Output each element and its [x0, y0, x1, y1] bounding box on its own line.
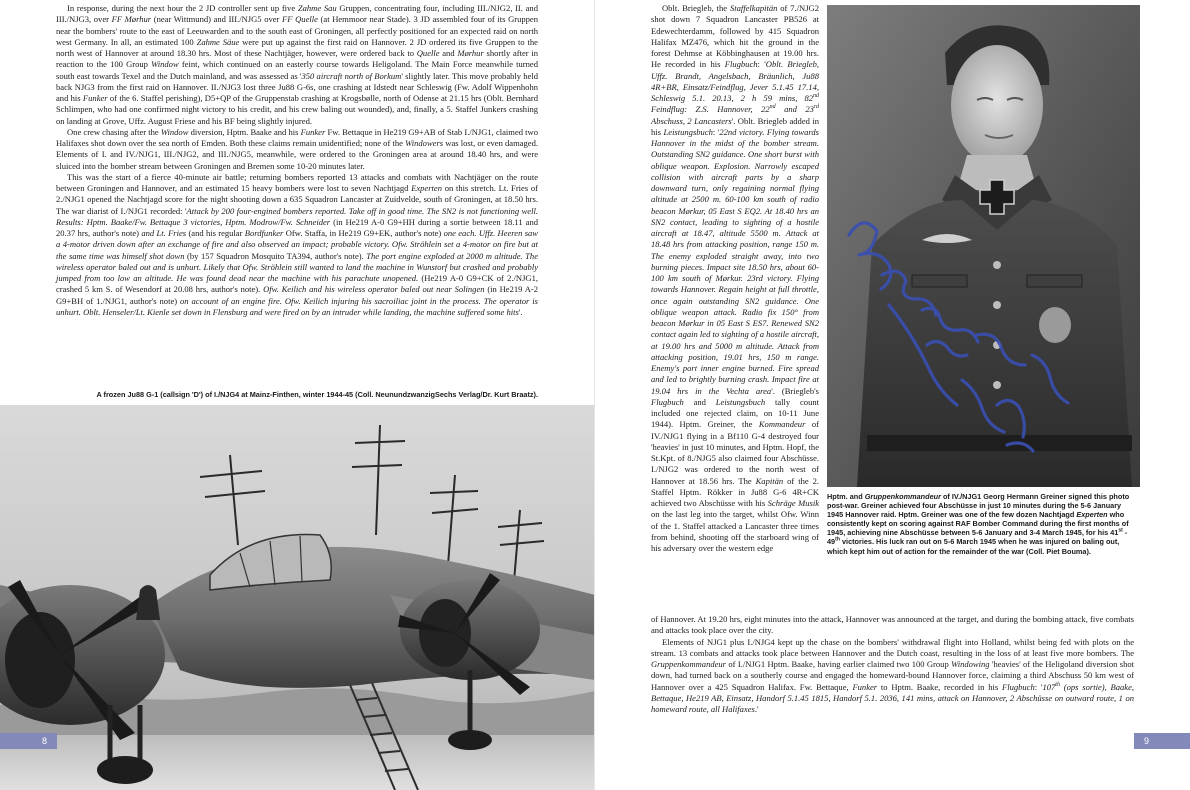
body-paragraph: This was the start of a fierce 40-minute air battle; returning bombers reported 13 attacks and combats with Nachtjäger on the route between Groningen and Hannover, and an estimated 15 heavy bombers were lost to seven Nachtjagd Experten on this stretch. Lt. Fries of 2./NJG1 opened the Nachtjagd score for the night shooting down a 635 Squadron Lancaster at Zuidvelde, south of Groningen, at 18.50 hrs. The war diarist of I./NJG1 recorded: 'Attack by 200 four-engined bombers reported. Take off in good time. The SN2 is not functioning well. Results: Hptm. Baake/Fw. Bettaque 3 victories, Hptm. Modrow/Fw. Schneider (in He219 A-0 G9+HH during a sortie between 18.11 and 20.37 hrs, author's note) and Lt. Fries (and his regular Bordfunker Ofw. Staffa, in He219 G9+EK, author's note) one each. Uffz. Heeren saw a 4-motor driven down after an exchange of fire and also observed an impact; probable victory. Ofw. Ströhlein set a 4-motor on fire but at the same time was himself shot down (by 157 Squadron Mosquito TA394, author's note). The port engine exploded at 2000 m altitude. The wireless operator baled out and is unhurt. Likely that Ofw. Ströhlein still wanted to land the machine in Wunstorf but crashed and probably jumped from too low an altitude. He was found dead near the machine with his parachute unopened. (He219 A-0 G9+CK of 2./NJG1, crashed 5 km S. of Wesendorf at 20.08 hrs, author's note). Ofw. Keilich and his wireless operator baled out near Solingen (in He219 A-2 G9+BH of 1./NJG1, author's note) on account of an engine fire. Ofw. Keilich injuring his sacroiliac joint in the process. The operator is unhurt. Oblt. Henseler/Lt. Kienle set down in Flensburg and were fired on by an intruder while landing, the machine suffered some hits'. [56, 171, 539, 317]
body-paragraph: of Hannover. At 19.20 hrs, eight minutes into the attack, Hannover was announced at the target, and during the bombing attack, five combats and attacks took place over the city. [651, 614, 1134, 636]
greiner-portrait-photo [827, 5, 1140, 487]
left-article-text [56, 3, 538, 318]
body-paragraph: Oblt. Briegleb, the Staffelkapitän of 7./NJG2 shot down 7 Squadron Lancaster PB526 at Edewechterdamm, followed by 415 Squadron Halifax MZ476, which hit the ground in the forest Dehmse at Köbbinghausen at 19.00 hrs. He recorded in his Flugbuch: 'Oblt. Briegleb, Uffz. Brandt, Angelsbach, Bräunlich, Ju88 4R+BR, Einsatz/Feindflug, Jever 5.1.45 17.14, Schleswig 5.1. 20.13, 2 h 59 mins, 82nd Feindflug: Z.S. Hannover, 22nd and 23rd Abschuss, 2 Lancasters'. Oblt. Briegleb added in his Leistungsbuch: '22nd victory. Flying towards Hannover in the midst of the bomber stream. Outstanding SN2 guidance. One short burst with oblique weapon. Explosion. Narrowly escaped collision with aircraft parts by a sharp downward turn, only regaining normal flying altitude at 2500 m. 60-100 km south of radio beacon Mørkur, 05 East S EQ2. At 18.40 hrs an SN2 contact, leading to sighting of a hostile aircraft at 18.47, altitude 5500 m. Attack at 18.48 hrs from attacking position, range 150 m. The enemy exploded straight away, into two burning pieces. Impact site 18.50 hrs, about 60-100 km south of Mørkur. 23rd victory. Flying towards Hannover. Regain height at full throttle, once again outstanding SN2 guidance. One oblique weapon attack. Radio fix 150° from beacon Mørkur in 05 East S ES7. Renewed SN2 contact again led to sighting of a hostile aircraft, at 19.00 hrs and 5000 m altitude. Attack from attacking position, 19.01 hrs, 150 m range. Enemy's port inner engine burned. Fire spread and led to brightly burning crash. Impact fire at 19.04 hrs in the Vechta area'. (Briegleb's Flugbuch and Leistungsbuch tally count included one rejected claim, on 10-11 June 1944). Hptm. Greiner, the Kommandeur of IV./NJG1 flying in a Bf110 G-4 destroyed four 'heavies' in just 10 minutes, and Hptm. Hopf, the St.Kpt. of 8./NJG5 also claimed four Abschüsse. I./NJG2 was ordered to the north west of Hannover at 18.56 hrs. The Kapitän of the 2. Staffel Hptm. Rökker in Ju88 G-6 4R+CK achieved two Abschüsse with his Schräge Musik on the last leg into the target, whilst Ofw. Winn of the 1. Staffel attacked a Lancaster three times from behind, shooting off the starboard wing of his adversary over the western edge [651, 3, 819, 553]
page-number-left: 8 [41, 736, 47, 746]
page-number-tab-left [0, 733, 57, 749]
ju88-aircraft-photo [0, 405, 595, 790]
body-paragraph: Elements of NJG1 plus I./NJG4 kept up the chase on the bombers' withdrawal flight into Holland, whilst being fed with plots on the stream. 13 combats and attacks took place between Hannover and the Dutch coast, resulting in the loss of at least five more bombers. The Gruppenkommandeur of I./NJG1 Hptm. Baake, having earlier claimed two 100 Group Windowing 'heavies' of the Heligoland diversion shot down, had turned back on a southerly course and engaged the homeward-bound Hannover force, claiming a third Abschuss 50 km west of Hannover over a 425 Squadron Halifax. Fw. Bettaque, Funker to Hptm. Baake, recorded in his Flugbuch: '107th (ops sortie), Baake, Bettaque, He219 AB, Einsatz, Handorf 5.1.45 1815, Handorf 5.1. 2036, 141 mins, attack on Hannover, 2 Abschüsse on outward route, 1 on homeward route, all Halifaxes.' [651, 636, 1135, 714]
body-paragraph: One crew chasing after the Window diversion, Hptm. Baake and his Funker Fw. Bettaque in He219 G9+AB of Stab I./NJG1, claimed two Halifaxes shot down over the sea north of Emden. Both these claims remain unidentified; none of the Windowers was lost, or even damaged. Elements of I. and IV./NJG1, III./NJG2, and III./NJG5, meanwhile, were ordered to the Groningen area at around 18.40 hrs, and were sluiced into the bomber stream between Groningen and Bremen some 10-20 minutes later. [56, 126, 539, 171]
right-bottom-text [651, 614, 1134, 715]
body-paragraph: In response, during the next hour the 2 JD controller sent up five Zahme Sau Gruppen, concentrating four, including III./NJG2, II. and III./NJG3, over FF Mørhur (near Wittmund) and III./NJG5 over FF Quelle (at Hemmoor near Stade). 3 JD assembled four of its Gruppen near the bombers' route to the east of Leeuwarden and to the south east of Groningen, all perfectly positioned for an expected raid on north west Germany. In all, an estimated 100 Zahme Säue were put up against the first raid on Hannover. 2 JD ordered its five Gruppen to the north west of Hannover at around 18.30 hrs. Most of these Nachtjäger, however, were ordered back to Quelle and Mørhur shortly after in reaction to the 100 Group Window feint, which continued on an easterly course towards Heligoland. The Main Force meanwhile turned south east towards Texel and the Dutch mainland, and was assessed as '350 aircraft north of Borkum' slightly later. This move probably held back NJG3 from the first raid on Hannover. II./NJG3 lost three Ju88 G-6s, one crashing at Idstedt near Schleswig (Fw. Adolf Wippenhohn and his Funker of the 6. Staffel perishing), D5+QP of the Gruppenstab crashing at Krogsbølle, north of Odense at 21.15 hrs (Oblt. Bernhard Schlimpen, who had one confirmed night victory to his credit, and his crew baling out wounded), and, finally, a 5. Staffel Junkers crashing on landing at Grove, Uffz. August Friese and his BF being slightly injured. [56, 3, 539, 126]
right-column-text [651, 3, 819, 554]
page-number-tab-right [1134, 733, 1190, 749]
portrait-photo-caption: Hptm. and Gruppenkommandeur of IV./NJG1 Georg Hermann Greiner signed this photo post-war. Greiner achieved four Abschüsse in just 10 minutes during the 5-6 January 1945 Hannover raid. Hptm. Greiner was one of the few dozen Nachtjagd Experten who consistently kept on scoring against RAF Bomber Command during the first months of 1945, achieving nine Abschüsse between 5-6 January and 3-4 March 1945, for his 41st - 49th victories. His luck ran out on 5-6 March 1945 when he was injured on baling out, which kept him out of action for the remainder of the war (Coll. Piet Bouma). [827, 492, 1130, 556]
aircraft-photo-caption: A frozen Ju88 G-1 (callsign 'D') of I./NJG4 at Mainz-Finthen, winter 1944-45 (Coll. NeunundzwanzigSechs Verlag/Dr. Kurt Braatz). [96, 390, 538, 399]
right-page [595, 0, 1190, 790]
page-number-right: 9 [1144, 736, 1150, 746]
